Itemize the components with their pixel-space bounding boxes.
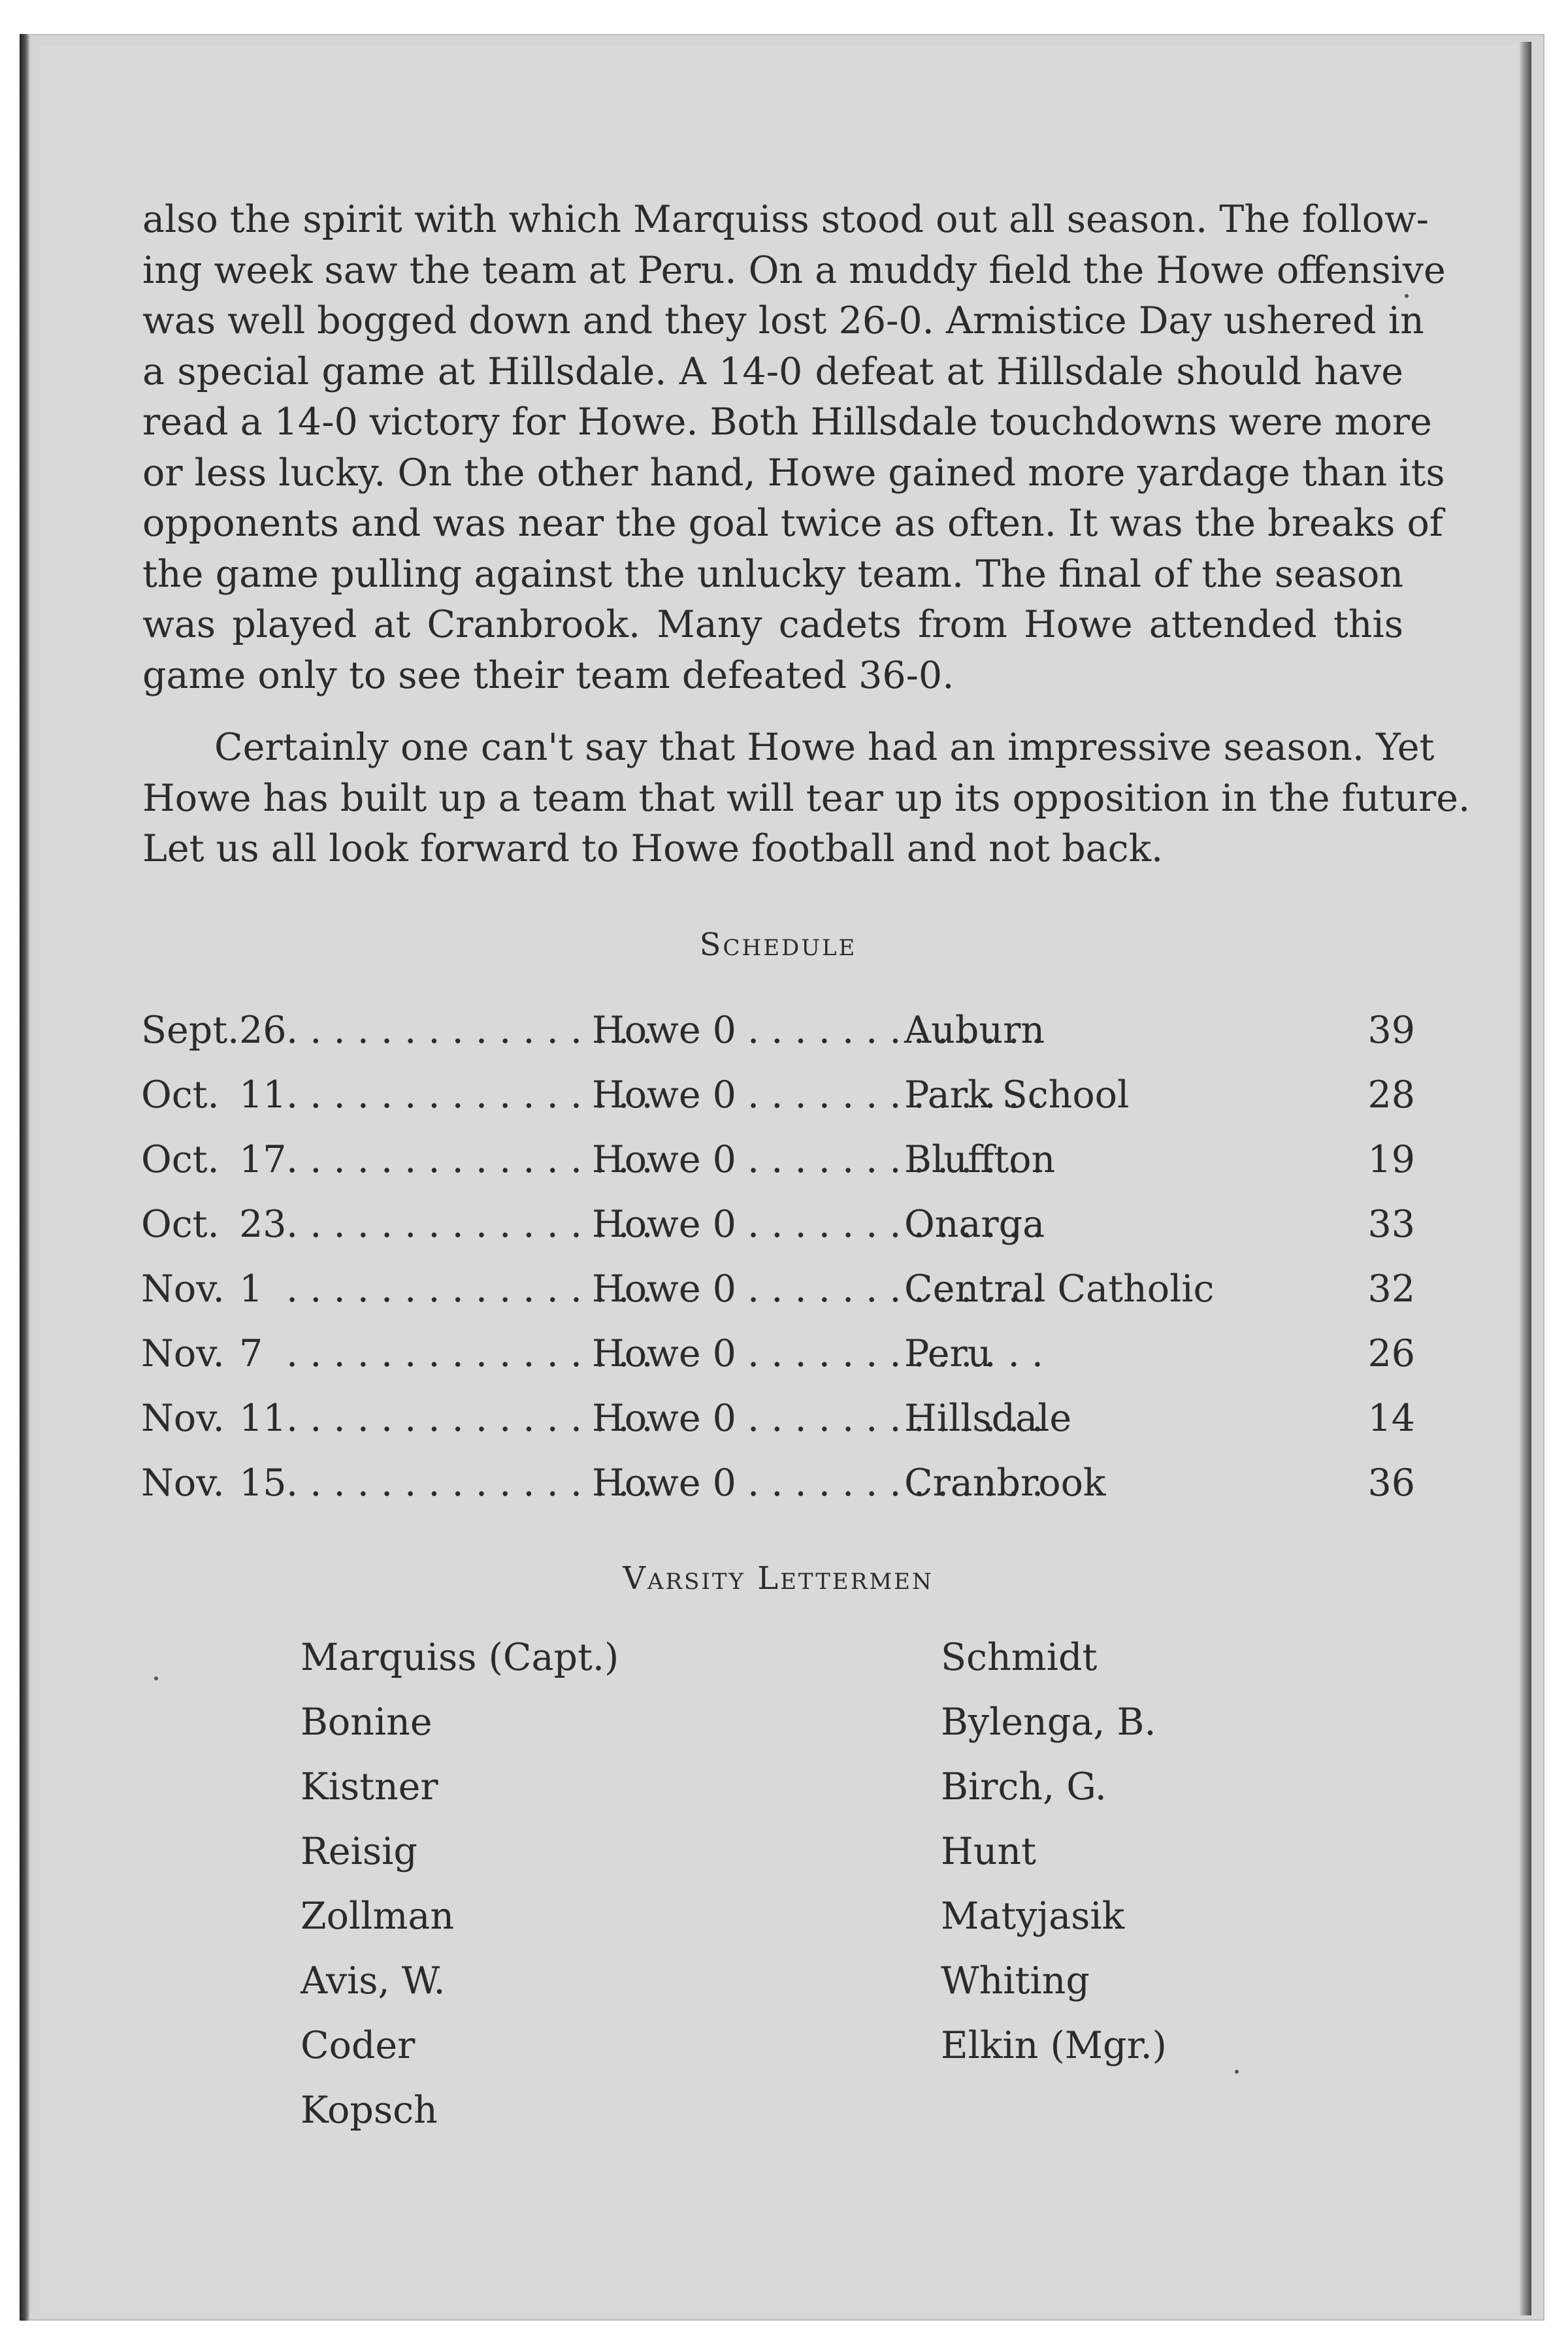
text-line: also the spirit with which Marquiss stood out all season. The follow- bbox=[142, 198, 1429, 241]
letterman-name: Bonine bbox=[301, 1701, 433, 1744]
opponent-score: 28 bbox=[1367, 1073, 1415, 1117]
letterman-name: Whiting bbox=[941, 1959, 1090, 2002]
opponent-score: 32 bbox=[1367, 1267, 1415, 1311]
schedule-heading: Schedule bbox=[699, 926, 857, 963]
letterman-name: Schmidt bbox=[941, 1636, 1098, 1679]
schedule-row bbox=[141, 1063, 1415, 1128]
schedule-row bbox=[141, 1322, 1415, 1386]
team-score bbox=[592, 1128, 736, 1192]
game-month: Oct. bbox=[141, 1138, 220, 1181]
paragraph-season-recap bbox=[142, 195, 1446, 701]
opponent-name: Onarga bbox=[904, 1203, 1045, 1246]
paragraph-conclusion bbox=[142, 723, 1471, 875]
team-score bbox=[592, 1322, 736, 1386]
text-line: read a 14-0 victory for Howe. Both Hillsdale touchdowns were more bbox=[142, 400, 1432, 444]
team-score bbox=[592, 998, 736, 1063]
opponent-name: Bluffton bbox=[904, 1138, 1056, 1181]
scan-speck bbox=[1405, 294, 1409, 298]
opponent-name: Central Catholic bbox=[904, 1267, 1215, 1311]
opponent-score: 33 bbox=[1367, 1203, 1415, 1246]
schedule-row bbox=[141, 998, 1415, 1063]
text-line: Certainly one can't say that Howe had an impressive season. Yet bbox=[214, 726, 1435, 769]
text-line: was played at Cranbrook. Many cadets from Howe attended this bbox=[142, 603, 1403, 646]
team-score-value: 0 bbox=[712, 1267, 736, 1311]
letterman-name: Reisig bbox=[301, 1830, 417, 1873]
game-month: Nov. bbox=[141, 1267, 225, 1311]
game-day: 17 bbox=[239, 1138, 287, 1181]
game-month: Oct. bbox=[141, 1073, 220, 1117]
team-score bbox=[592, 1192, 736, 1257]
lettermen-right-column bbox=[941, 1625, 1167, 2078]
team-score-value: 0 bbox=[712, 1397, 736, 1440]
team-score-value: 0 bbox=[712, 1138, 736, 1181]
lettermen-heading: Varsity Lettermen bbox=[623, 1560, 934, 1597]
opponent-score: 14 bbox=[1367, 1397, 1415, 1440]
team-score-value: 0 bbox=[712, 1203, 736, 1246]
scan-edge-left bbox=[20, 34, 30, 2321]
letterman-name: Matyjasik bbox=[941, 1895, 1125, 1938]
letterman-name: Kopsch bbox=[301, 2089, 438, 2132]
text-line: was well bogged down and they lost 26-0. Armistice Day ushered in bbox=[142, 299, 1424, 342]
opponent-score: 39 bbox=[1367, 1009, 1415, 1052]
page bbox=[39, 46, 1517, 2313]
team-score-value: 0 bbox=[712, 1332, 736, 1375]
game-month: Sept. bbox=[141, 1009, 240, 1052]
game-month: Nov. bbox=[141, 1462, 225, 1505]
team-score-value: 0 bbox=[712, 1462, 736, 1505]
scan-speck bbox=[154, 1676, 158, 1680]
text-line: a special game at Hillsdale. A 14-0 defeat at Hillsdale should have bbox=[142, 350, 1403, 393]
game-month: Nov. bbox=[141, 1332, 225, 1375]
schedule-row bbox=[141, 1386, 1415, 1451]
letterman-name: Coder bbox=[301, 2024, 416, 2067]
game-day: 23 bbox=[239, 1203, 287, 1246]
team-name: Howe bbox=[592, 1332, 701, 1375]
letterman-name: Marquiss (Capt.) bbox=[301, 1636, 619, 1679]
text-line: opponents and was near the goal twice as often. It was the breaks of bbox=[142, 502, 1443, 545]
schedule-row bbox=[141, 1192, 1415, 1257]
text-line: the game pulling against the unlucky team. The final of the season bbox=[142, 552, 1403, 596]
dot-leader bbox=[747, 1322, 1048, 1386]
team-name: Howe bbox=[592, 1009, 701, 1052]
text-line: game only to see their team defeated 36-0. bbox=[142, 653, 955, 697]
game-month: Oct. bbox=[141, 1203, 220, 1246]
opponent-name: Peru bbox=[904, 1332, 992, 1375]
team-name: Howe bbox=[592, 1397, 701, 1440]
opponent-score: 26 bbox=[1367, 1332, 1415, 1375]
text-line: or less lucky. On the other hand, Howe gained more yardage than its bbox=[142, 451, 1445, 495]
team-name: Howe bbox=[592, 1073, 701, 1117]
game-day: 1 bbox=[239, 1267, 263, 1311]
letterman-name: Birch, G. bbox=[941, 1765, 1107, 1808]
schedule-row bbox=[141, 1257, 1415, 1322]
letterman-name: Elkin (Mgr.) bbox=[941, 2024, 1167, 2067]
opponent-name: Cranbrook bbox=[904, 1462, 1106, 1505]
letterman-name: Kistner bbox=[301, 1765, 438, 1808]
game-month: Nov. bbox=[141, 1397, 225, 1440]
team-score bbox=[592, 1451, 736, 1516]
team-score bbox=[592, 1257, 736, 1322]
opponent-score: 19 bbox=[1367, 1138, 1415, 1181]
game-day: 26 bbox=[239, 1009, 287, 1052]
scan-speck bbox=[1235, 2070, 1239, 2074]
schedule-row bbox=[141, 1128, 1415, 1192]
team-score bbox=[592, 1063, 736, 1128]
opponent-name: Auburn bbox=[904, 1009, 1045, 1052]
schedule-row bbox=[141, 1451, 1415, 1516]
opponent-name: Hillsdale bbox=[904, 1397, 1072, 1440]
letterman-name: Hunt bbox=[941, 1830, 1037, 1873]
lettermen-left-column bbox=[301, 1625, 619, 2143]
team-score-value: 0 bbox=[712, 1009, 736, 1052]
text-line: Let us all look forward to Howe football and not back. bbox=[142, 827, 1164, 870]
team-score bbox=[592, 1386, 736, 1451]
team-name: Howe bbox=[592, 1138, 701, 1181]
game-day: 11 bbox=[239, 1397, 287, 1440]
opponent-score: 36 bbox=[1367, 1462, 1415, 1505]
scan-edge-right bbox=[1520, 42, 1531, 2315]
letterman-name: Zollman bbox=[301, 1895, 455, 1938]
schedule-table bbox=[141, 998, 1415, 1516]
team-name: Howe bbox=[592, 1203, 701, 1246]
text-line: Howe has built up a team that will tear up its opposition in the future. bbox=[142, 776, 1471, 820]
game-day: 15 bbox=[239, 1462, 287, 1505]
letterman-name: Bylenga, B. bbox=[941, 1701, 1156, 1744]
game-day: 7 bbox=[239, 1332, 263, 1375]
team-name: Howe bbox=[592, 1267, 701, 1311]
team-name: Howe bbox=[592, 1462, 701, 1505]
game-day: 11 bbox=[239, 1073, 287, 1117]
letterman-name: Avis, W. bbox=[301, 1959, 446, 2002]
opponent-name: Park School bbox=[904, 1073, 1130, 1117]
text-line: ing week saw the team at Peru. On a muddy field the Howe offensive bbox=[142, 248, 1446, 292]
team-score-value: 0 bbox=[712, 1073, 736, 1117]
